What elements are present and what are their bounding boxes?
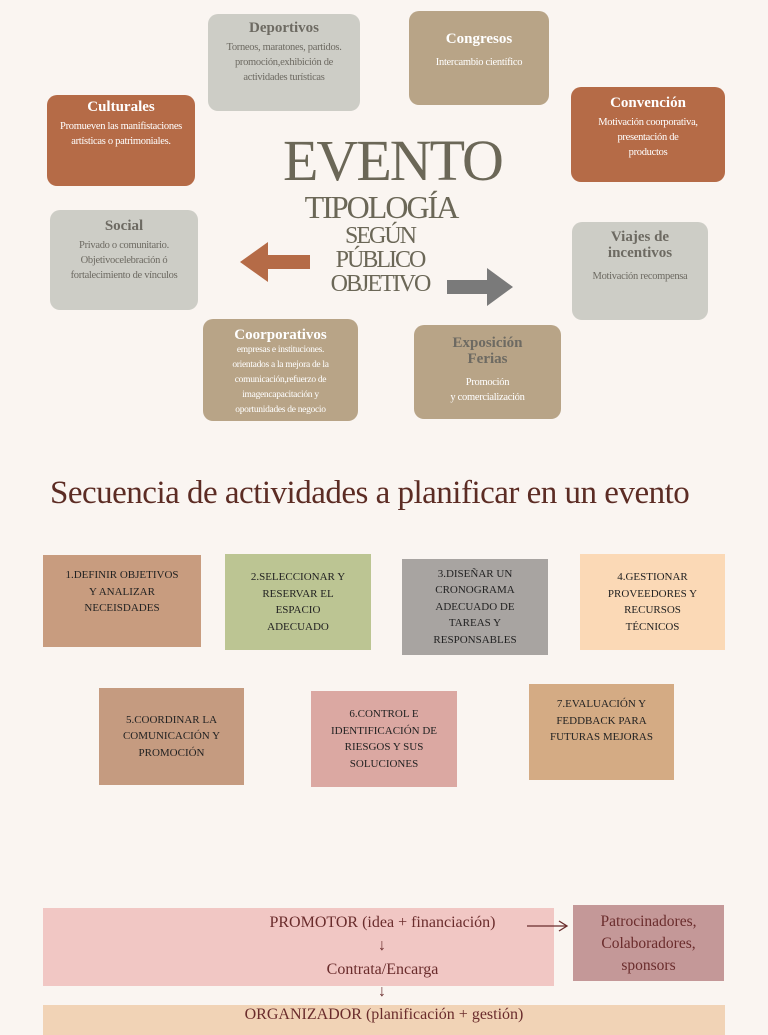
center-title: EVENTO xyxy=(283,128,502,193)
type-desc: Privado o comunitario. Objetivocelebración ó fortalecimiento de vínculos xyxy=(70,240,178,281)
type-title: Culturales xyxy=(87,99,155,115)
step-3: 3.DISEÑAR UN CRONOGRAMA ADECUADO DE TAREAS Y RESPONSABLES xyxy=(402,559,548,655)
contrata-label: Contrata/Encarga xyxy=(326,961,439,978)
type-desc: empresas e instituciones. orientados a la mejora de la comunicación,refuerzo de imagencapacitación y oportunidades de negocio xyxy=(232,345,329,415)
promotor-label: PROMOTOR (idea + financiación) xyxy=(269,914,496,931)
type-box-social xyxy=(50,210,198,310)
step-1: 1.DEFINIR OBJETIVOS Y ANALIZAR NECEISDADES xyxy=(43,555,201,647)
step-7: 7.EVALUACIÓN Y FEDDBACK PARA FUTURAS MEJORAS xyxy=(529,684,674,780)
type-box-deportivos xyxy=(208,14,360,111)
step-4: 4.GESTIONAR PROVEEDORES Y RECURSOS TÉCNICOS xyxy=(580,554,725,650)
type-desc: Motivación coorporativa, presentación de productos xyxy=(598,117,698,158)
sponsors-line: Patrocinadores, xyxy=(600,913,697,930)
down-arrow-icon: ↓ xyxy=(378,983,386,1000)
type-desc: Promueven las manifistaciones artísticas o patrimoniales. xyxy=(60,121,182,147)
down-arrow-icon: ↓ xyxy=(378,937,386,954)
type-title: Viajes de incentivos xyxy=(607,229,673,261)
type-box-congresos xyxy=(409,11,549,105)
type-box-convencion xyxy=(571,87,725,182)
center-subtitle: TIPOLOGÍA xyxy=(304,189,458,225)
sponsors-line: sponsors xyxy=(621,957,676,974)
sponsors-line: Colaboradores, xyxy=(601,935,696,952)
type-box-culturales xyxy=(47,95,195,186)
type-title: Social xyxy=(104,218,144,234)
right-arrow-icon xyxy=(526,918,570,934)
right-arrow-icon xyxy=(445,266,515,308)
organizador-label: ORGANIZADOR (planificación + gestión) xyxy=(244,1006,524,1023)
type-desc: Promoción y comercialización xyxy=(450,377,525,403)
type-desc: Intercambio científico xyxy=(435,57,523,68)
center-line: PÚBLICO xyxy=(335,247,425,273)
type-title: Congresos xyxy=(445,31,513,47)
center-line: OBJETIVO xyxy=(330,271,430,297)
type-title: Deportivos xyxy=(249,20,319,36)
step-5: 5.COORDINAR LA COMUNICACIÓN Y PROMOCIÓN xyxy=(99,688,244,785)
step-6: 6.CONTROL E IDENTIFICACIÓN DE RIESGOS Y SUS SOLUCIONES xyxy=(311,691,457,787)
step-2: 2.SELECCIONAR Y RESERVAR EL ESPACIO ADECUADO xyxy=(225,554,371,650)
center-line: SEGÚN xyxy=(344,223,415,249)
type-title: Coorporativos xyxy=(234,327,327,343)
type-desc: Motivación recompensa xyxy=(592,271,688,282)
type-box-coorporativos xyxy=(203,319,358,421)
sponsors-box xyxy=(573,905,724,981)
type-title: Convención xyxy=(610,95,686,111)
type-title: Exposición Ferias xyxy=(452,335,523,367)
left-arrow-icon xyxy=(238,240,312,284)
section-title: Secuencia de actividades a planificar en un evento xyxy=(50,475,690,511)
type-box-viajes xyxy=(572,222,708,320)
type-desc: Torneos, maratones, partidos. promoción,exhibición de actividades turísticas xyxy=(226,42,342,83)
type-box-exposicion xyxy=(414,325,561,419)
